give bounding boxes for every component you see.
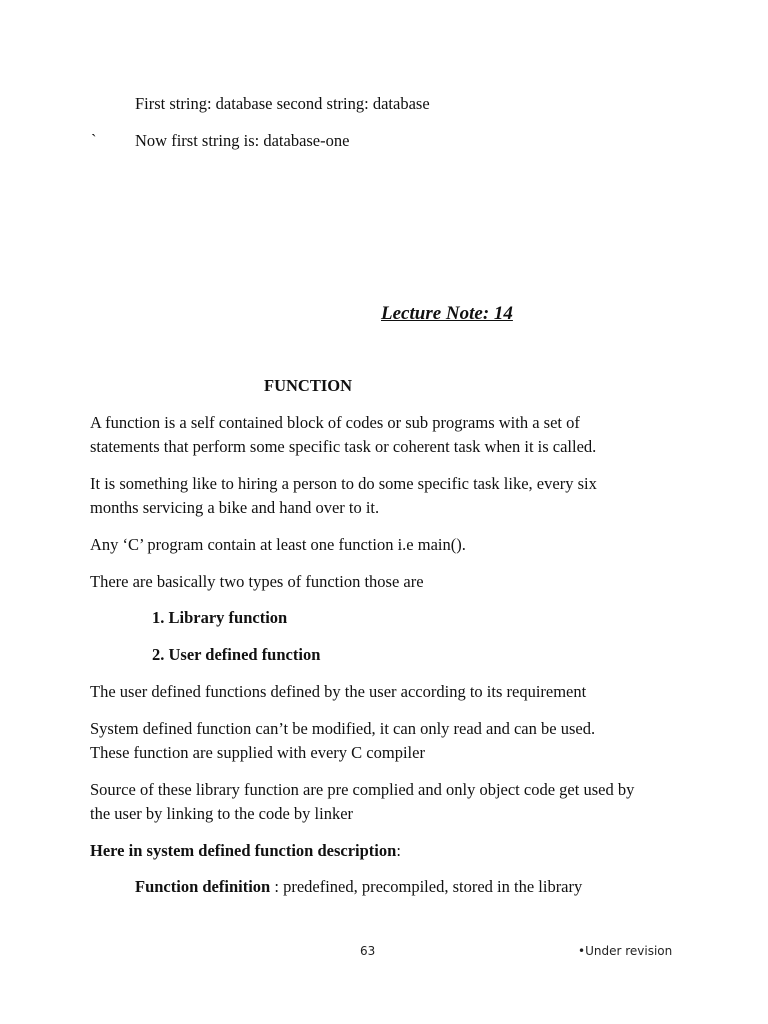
paragraph-definition-line-2: statements that perform some specific task or coherent task when it is called. (90, 437, 597, 456)
paragraph-analogy-line-2: months servicing a bike and hand over to it. (90, 498, 380, 517)
paragraph-analogy-line-1: It is something like to hiring a person to do some specific task like, every six (90, 474, 597, 493)
paragraph-description-heading (90, 839, 401, 863)
paragraph-source-line-2: the user by linking to the code by linker (90, 804, 354, 823)
function-definition-value: : predefined, precompiled, stored in the library (270, 877, 583, 896)
paragraph-user-defined: The user defined functions defined by the user according to its requirement (90, 682, 587, 701)
paragraph-main-function: Any ‘C’ program contain at least one function i.e main(). (90, 535, 466, 554)
section-heading-function: FUNCTION (264, 376, 353, 395)
description-heading-bold: Here in system defined function description (90, 841, 397, 860)
function-definition-label: Function definition (135, 877, 271, 896)
paragraph-system-defined-line-1: System defined function can’t be modified, it can only read and can be used. (90, 719, 596, 738)
description-heading-colon: : (396, 841, 401, 860)
lecture-title: Lecture Note: 14 (381, 303, 513, 324)
revision-note: •Under revision (578, 944, 673, 958)
output-line-first-string: First string: database second string: database (135, 94, 430, 113)
paragraph-system-defined-line-2: These function are supplied with every C compiler (90, 743, 425, 762)
function-definition-line (135, 875, 582, 899)
stray-backtick-mark: ` (91, 131, 97, 150)
paragraph-types-intro: There are basically two types of function those are (90, 572, 424, 591)
paragraph-definition-line-1: A function is a self contained block of codes or sub programs with a set of (90, 413, 580, 432)
list-item-library-function: 1. Library function (152, 608, 288, 627)
list-item-user-defined-function: 2. User defined function (152, 645, 321, 664)
paragraph-source-line-1: Source of these library function are pre complied and only object code get used by (90, 780, 635, 799)
output-line-now-first-string: Now first string is: database-one (135, 131, 350, 150)
page-number: 63 (360, 944, 376, 958)
